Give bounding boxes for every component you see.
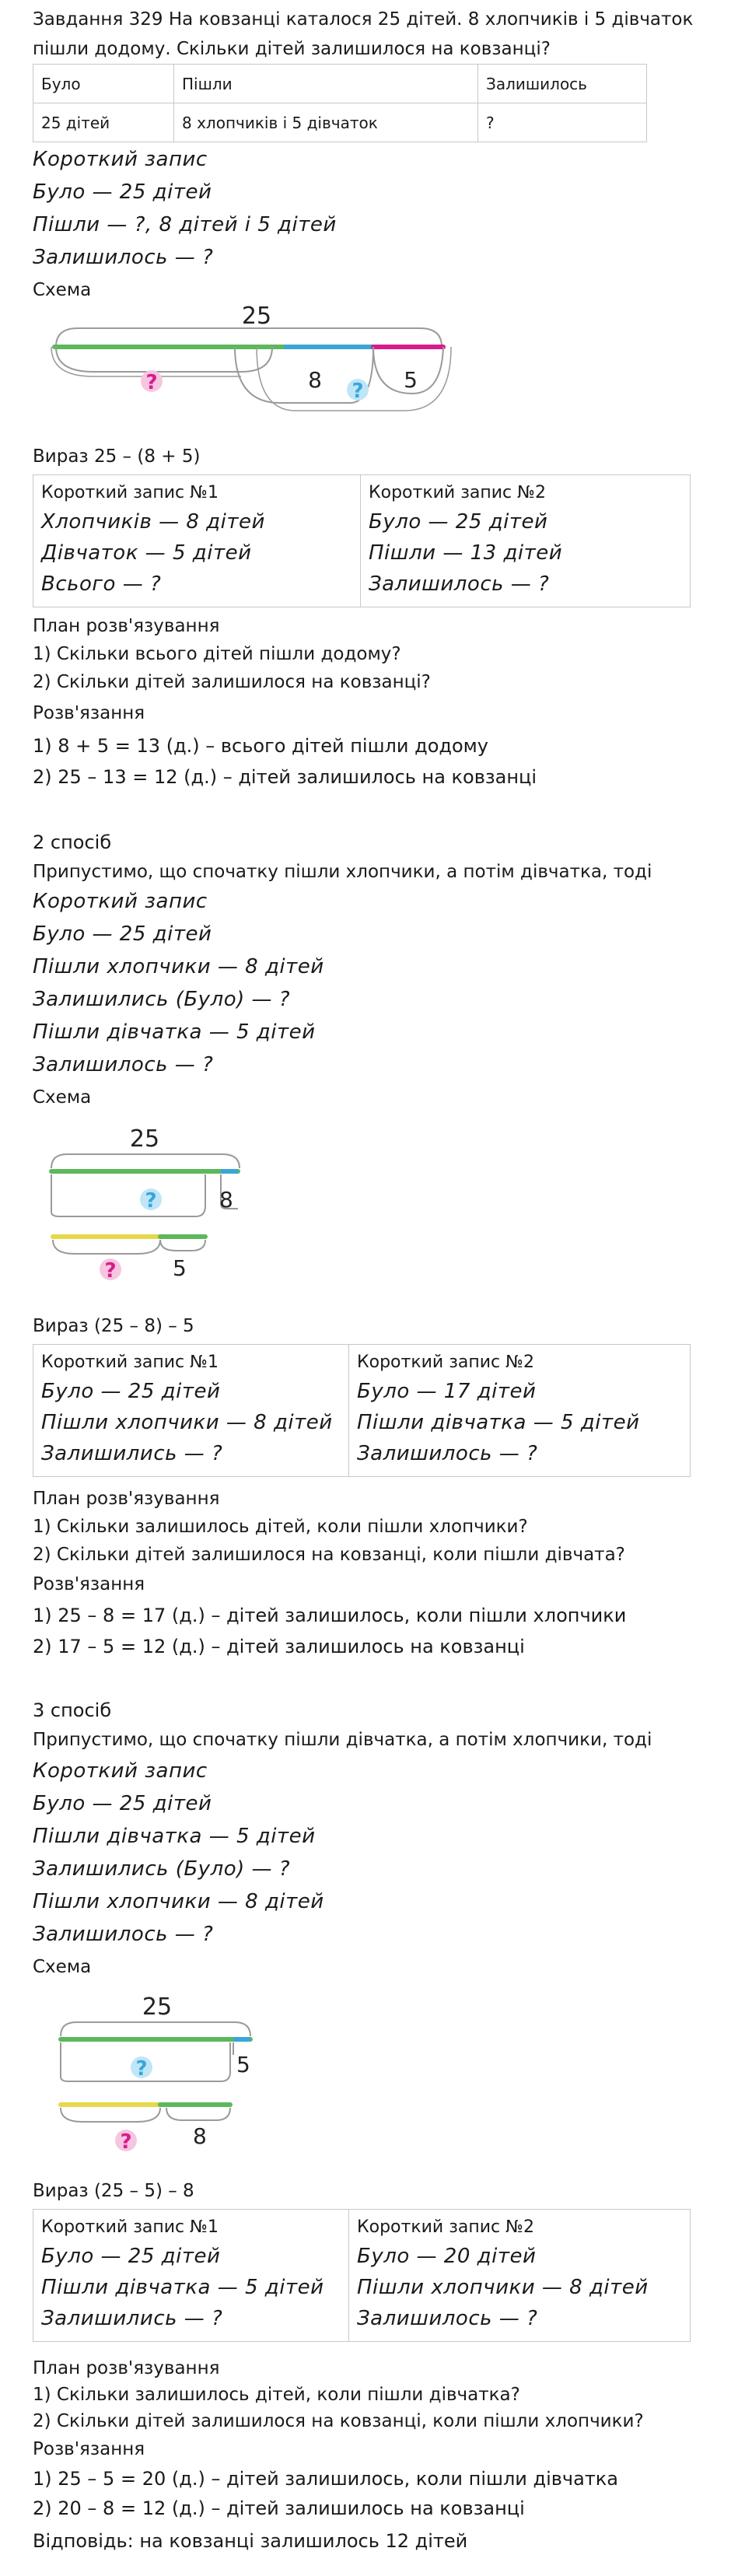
condition-table <box>33 64 647 142</box>
scheme-brace-total <box>61 2022 250 2036</box>
table-cell: 25 дітей <box>33 103 174 142</box>
note-line: Залишилось — ? <box>357 2307 538 2330</box>
scheme-brace-boys <box>166 2108 230 2120</box>
solution-title: Розв'язання <box>33 2439 145 2459</box>
scheme-brace-after <box>53 1240 160 1254</box>
scheme-label-total: 25 <box>241 303 272 330</box>
plan-title: План розв'язування <box>33 616 220 636</box>
expression: Вираз (25 – 5) – 8 <box>33 2181 194 2201</box>
plan-title: План розв'язування <box>33 2358 220 2378</box>
scheme-brace-remaining <box>51 1174 205 1216</box>
short-notes-table <box>33 2209 691 2342</box>
note-line: Було — 25 дітей <box>41 2245 221 2268</box>
table-header: Було <box>33 65 174 103</box>
scheme-label: Схема <box>33 280 92 300</box>
plan-title: План розв'язування <box>33 1489 220 1509</box>
solution-step: 2) 25 – 13 = 12 (д.) – дітей залишилось на ковзанці <box>33 766 537 788</box>
note-title: Короткий запис №1 <box>41 1353 219 1372</box>
scheme-question-mark: ? <box>145 371 158 394</box>
note-line: Пішли хлопчики — 8 дітей <box>357 2276 649 2299</box>
scheme-question-mark: ? <box>120 2130 132 2154</box>
plan-step: 1) Скільки залишилось дітей, коли пішли дівчатка? <box>33 2385 520 2405</box>
scheme-question-mark: ? <box>104 1259 117 1283</box>
task-text: На ковзанці каталося 25 дітей. 8 хлопчиків і 5 дівчаток пішли додому. Скільки дітей залишилося на ковзанці? <box>33 9 694 59</box>
scheme-label-girls: 5 <box>404 367 418 393</box>
scheme-question-mark: ? <box>135 2057 148 2081</box>
note-line: Дівчаток — 5 дітей <box>41 541 252 565</box>
note-line: Було — 17 дітей <box>357 1380 537 1403</box>
note-title: Короткий запис №1 <box>41 2217 219 2237</box>
scheme-label-boys: 8 <box>308 367 322 393</box>
scheme-label: Схема <box>33 1957 92 1977</box>
note-line: Було — 25 дітей <box>369 510 548 534</box>
method-heading: 3 спосіб <box>33 1699 112 1721</box>
short-note-line: Залишилось — ? <box>33 1053 214 1076</box>
short-notes-table <box>33 1344 691 1477</box>
short-note-line: Залишились (Було) — ? <box>33 988 291 1011</box>
note-title: Короткий запис №1 <box>41 483 219 502</box>
table-cell: ? <box>478 103 647 142</box>
note-line: Пішли дівчатка — 5 дітей <box>357 1411 640 1434</box>
solution-step: 1) 25 – 8 = 17 (д.) – дітей залишилось, коли пішли хлопчики <box>33 1605 627 1626</box>
scheme-label-girls: 5 <box>173 1255 187 1281</box>
scheme-1-diagram <box>47 303 451 426</box>
short-note-line: Пішли хлопчики — 8 дітей <box>33 955 324 978</box>
scheme-label-total: 25 <box>142 1993 173 2021</box>
note-line: Хлопчиків — 8 дітей <box>41 510 265 534</box>
plan-step: 1) Скільки всього дітей пішли додому? <box>33 644 401 664</box>
note-line: Пішли хлопчики — 8 дітей <box>41 1411 333 1434</box>
short-note-line: Залишились (Було) — ? <box>33 1857 291 1881</box>
solution-step: 1) 8 + 5 = 13 (д.) – всього дітей пішли додому <box>33 735 488 757</box>
scheme-brace-left <box>56 347 272 372</box>
short-note-line: Залишилось — ? <box>33 1923 214 1946</box>
note-line: Залишилось — ? <box>369 572 550 596</box>
scheme-question-mark: ? <box>352 380 364 403</box>
solution-title: Розв'язання <box>33 703 145 723</box>
scheme-label-boys: 8 <box>193 2123 207 2149</box>
scheme-question-mark: ? <box>145 1189 157 1213</box>
scheme-3-diagram <box>51 1988 285 2167</box>
plan-step: 2) Скільки дітей залишилося на ковзанці, коли пішли хлопчики? <box>33 2411 644 2431</box>
plan-step: 1) Скільки залишилось дітей, коли пішли хлопчики? <box>33 1517 528 1537</box>
short-notes-table <box>33 474 691 607</box>
note-line: Було — 25 дітей <box>41 1380 221 1403</box>
note-title: Короткий запис №2 <box>357 1353 535 1372</box>
short-note-line: Було — 25 дітей <box>33 922 212 946</box>
table-header: Залишилось <box>478 65 647 103</box>
method-intro: Припустимо, що спочатку пішли дівчатка, а потім хлопчики, тоді <box>33 1730 652 1750</box>
method-heading: 2 спосіб <box>33 831 112 853</box>
short-note-line: Залишилось — ? <box>33 246 214 269</box>
note-line: Залишились — ? <box>41 2307 223 2330</box>
note-line: Пішли дівчатка — 5 дітей <box>41 2276 324 2299</box>
short-note-line: Пішли дівчатка — 5 дітей <box>33 1825 316 1848</box>
task-number: Завдання 329 <box>33 9 163 30</box>
scheme-brace-total <box>56 328 442 347</box>
short-note-line: Було — 25 дітей <box>33 1792 212 1815</box>
scheme-label: Схема <box>33 1087 92 1108</box>
note-line: Залишилось — ? <box>357 1442 538 1465</box>
note-title: Короткий запис №2 <box>357 2217 535 2237</box>
plan-step: 2) Скільки дітей залишилося на ковзанці, коли пішли дівчата? <box>33 1545 625 1565</box>
task-statement <box>33 5 717 64</box>
short-note-line: Було — 25 дітей <box>33 180 212 204</box>
note-line: Всього — ? <box>41 572 162 596</box>
short-note-line: Пішли дівчатка — 5 дітей <box>33 1020 316 1044</box>
short-note-title: Короткий запис <box>33 890 208 913</box>
table-header: Пішли <box>174 65 478 103</box>
short-note-title: Короткий запис <box>33 1759 208 1783</box>
plan-step: 2) Скільки дітей залишилося на ковзанці? <box>33 672 431 692</box>
short-note-line: Пішли хлопчики — 8 дітей <box>33 1890 324 1913</box>
solution-step: 1) 25 – 5 = 20 (д.) – дітей залишилось, коли пішли дівчатка <box>33 2468 618 2490</box>
answer: Відповідь: на ковзанці залишилось 12 дітей <box>33 2530 468 2552</box>
scheme-2-diagram <box>44 1120 277 1299</box>
expression: Вираз (25 – 8) – 5 <box>33 1316 194 1336</box>
note-line: Залишились — ? <box>41 1442 223 1465</box>
note-line: Пішли — 13 дітей <box>369 541 563 565</box>
short-note-title: Короткий запис <box>33 148 208 171</box>
solution-step: 2) 20 – 8 = 12 (д.) – дітей залишилось на ковзанці <box>33 2497 525 2519</box>
table-cell: 8 хлопчиків і 5 дівчаток <box>174 103 478 142</box>
note-title: Короткий запис №2 <box>369 483 547 502</box>
solution-step: 2) 17 – 5 = 12 (д.) – дітей залишилось на ковзанці <box>33 1636 525 1657</box>
scheme-brace-girls <box>160 1240 205 1251</box>
expression: Вираз 25 – (8 + 5) <box>33 446 201 467</box>
method-intro: Припустимо, що спочатку пішли хлопчики, а потім дівчатка, тоді <box>33 862 652 882</box>
note-line: Було — 20 дітей <box>357 2245 537 2268</box>
scheme-label-girls: 5 <box>236 2052 250 2077</box>
solution-title: Розв'язання <box>33 1574 145 1594</box>
scheme-label-total: 25 <box>129 1125 160 1153</box>
scheme-brace-total <box>51 1154 240 1168</box>
scheme-label-boys: 8 <box>219 1187 233 1213</box>
short-note-line: Пішли — ?, 8 дітей і 5 дітей <box>33 213 337 236</box>
scheme-brace-after <box>61 2108 160 2122</box>
